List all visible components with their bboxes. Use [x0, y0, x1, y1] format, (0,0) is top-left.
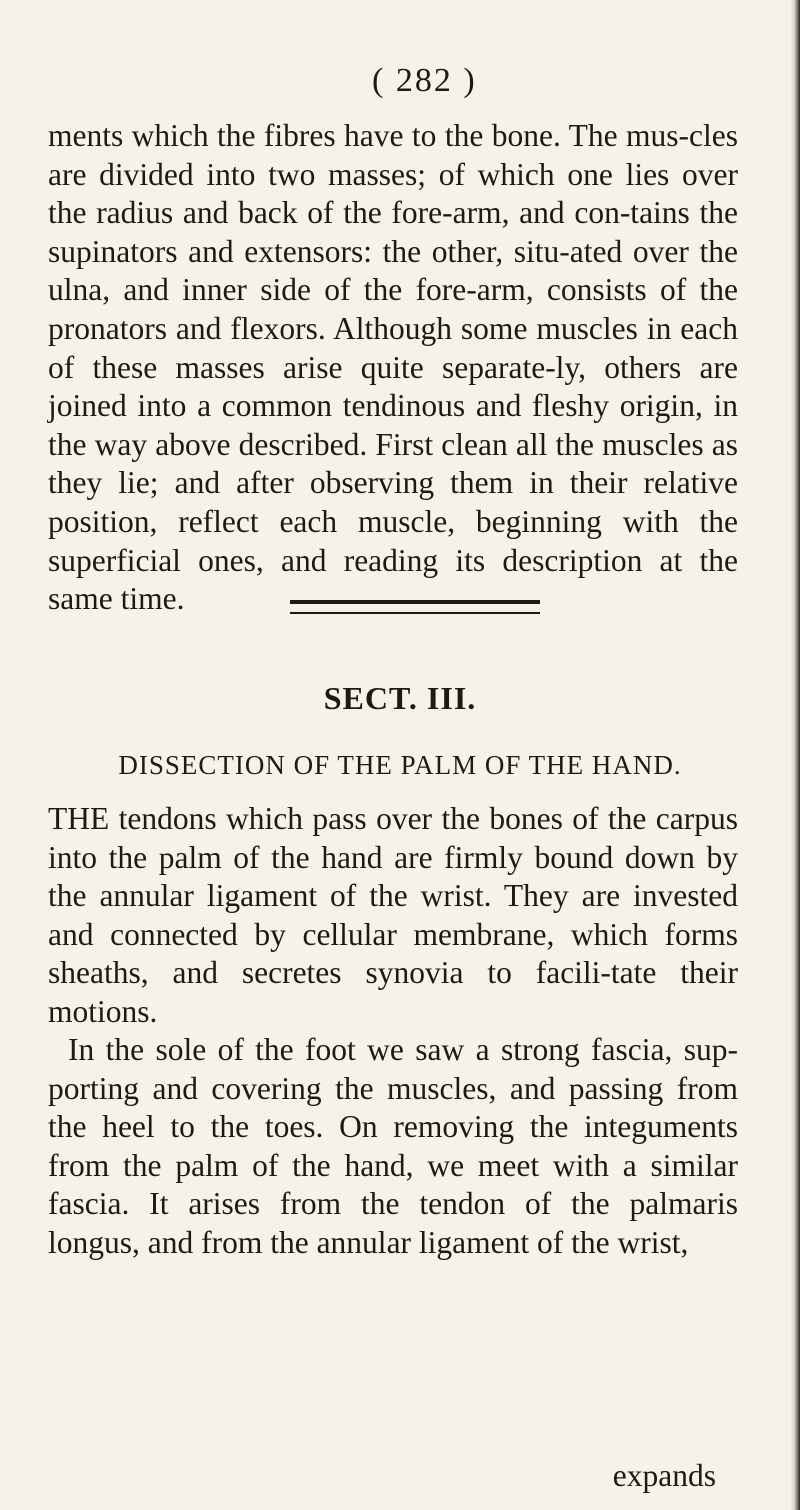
paragraph-3: In the sole of the foot we saw a strong fascia, sup-porting and covering the muscles, and passing from the heel to the toes. On removing the integuments from the palm of the hand, we meet with a similar fascia. It arises from the tendon of the palmaris longus, and from the annular ligament of the wrist, [48, 1032, 738, 1260]
page-edge-shadow [790, 0, 800, 1510]
section-subtitle: DISSECTION OF THE PALM OF THE HAND. [118, 750, 682, 780]
paragraph-1: ments which the fibres have to the bone. The mus-cles are divided into two masses; of which one lies over the radius and back of the fore-arm, and con-tains the supinators and extensors: the other, situ-ated over the ulna, and inner side of the fore-arm, consists of the pronators and flexors. Although some muscles in each of these masses arise quite separate-ly, others are joined into a common tendinous and fleshy origin, in the way above described. First clean all the muscles as they lie; and after observing them in their relative position, reflect each muscle, beginning with the superficial ones, and reading its description at the same time. [48, 118, 738, 617]
page-number: ( 282 ) [372, 62, 477, 99]
section-title: SECT. III. [323, 680, 477, 716]
paragraph-2: THE tendons which pass over the bones of the carpus into the palm of the hand are firmly bound down by the annular ligament of the wrist. They are invested and connected by cellular membrane, which forms sheaths, and secretes synovia to facili-tate their motions. [48, 801, 738, 1029]
catchword: expands [612, 1458, 716, 1493]
section-divider [290, 600, 540, 614]
